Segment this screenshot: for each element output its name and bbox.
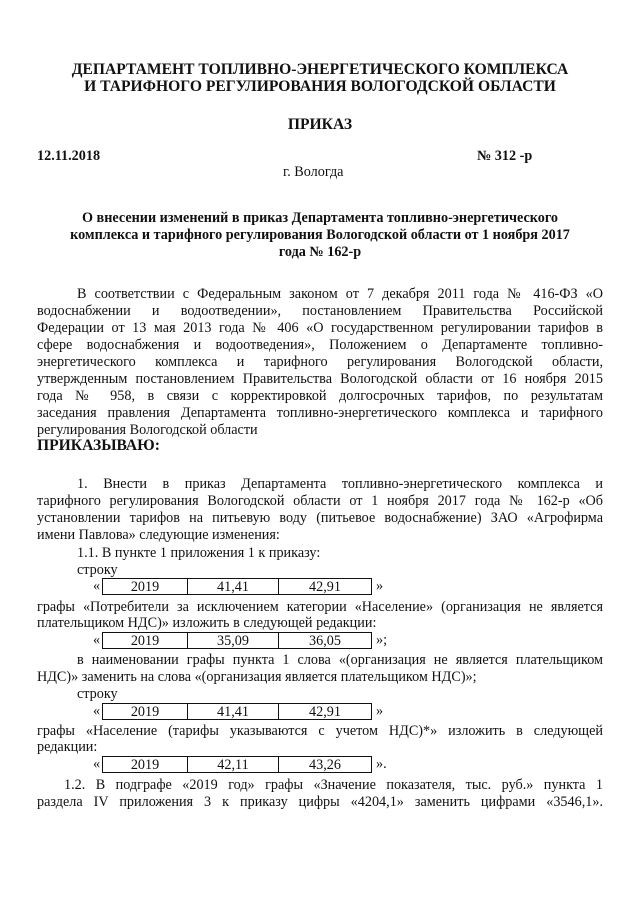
quote-close: » <box>376 703 384 719</box>
cell-value-2: 42,91 <box>278 578 372 595</box>
cell-value-1: 42,11 <box>187 756 279 773</box>
preamble-line-4: сфере водоснабжения и водоотведения», Положением о Департаменте топливно- <box>37 337 603 353</box>
sub11-word-row3: строку <box>77 686 118 702</box>
document-type: ПРИКАЗ <box>287 116 353 133</box>
preamble-line-8: заседания правления Департамента топливно-энергетического комплекса и тарифного <box>37 405 603 421</box>
cell-year: 2019 <box>102 703 188 720</box>
grafy-line-2: плательщиком НДС)» изложить в следующей редакции: <box>37 615 377 631</box>
title-line-2: комплекса и тарифного регулирования Вологодской области от 1 ноября 2017 <box>70 227 570 243</box>
item1-line-4: имени Павлова» следующие изменения: <box>37 527 280 543</box>
item1-line-3: установлении тарифов на питьевую воду (питьевое водоснабжение) ЗАО «Агрофирма <box>37 510 603 526</box>
cell-value-2: 36,05 <box>278 632 372 649</box>
cell-value-1: 41,41 <box>187 578 279 595</box>
preamble-line-1: В соответствии с Федеральным законом от 7 декабря 2011 года № 416-ФЗ «О <box>77 286 603 302</box>
quote-open: « <box>93 632 101 648</box>
quote-open: « <box>93 578 101 594</box>
document-city: г. Вологда <box>283 164 344 180</box>
preamble-line-6: утвержденным постановлением Правительства Вологодской области от 16 ноября 2015 <box>37 371 603 387</box>
item1-line-2: тарифного регулирования Вологодской области от 1 ноября 2017 года № 162-р «Об <box>37 493 603 509</box>
department-name-line-1: ДЕПАРТАМЕНТ ТОПЛИВНО-ЭНЕРГЕТИЧЕСКОГО КОМПЛЕКСА <box>71 61 569 78</box>
tariff-table-row-1 <box>0 578 640 596</box>
preamble-line-3: Федерации от 13 мая 2013 года № 406 «О государственном регулировании тарифов в <box>37 320 603 336</box>
sub11-heading: 1.1. В пункте 1 приложения 1 к приказу: <box>77 545 321 561</box>
title-line-3: года № 162-р <box>278 244 362 260</box>
cell-value-1: 35,09 <box>187 632 279 649</box>
sub11-word-row1: строку <box>77 562 118 578</box>
cell-year: 2019 <box>102 756 188 773</box>
sub12-line-2: раздела IV приложения 3 к приказу цифры «4204,1» заменить цифрами «3546,1». <box>37 794 603 810</box>
preamble-line-9: регулирования Вологодской области <box>37 422 258 438</box>
nas-line-2: редакции: <box>37 739 98 755</box>
tariff-table-row-3 <box>0 703 640 721</box>
cell-value-1: 41,41 <box>187 703 279 720</box>
cell-year: 2019 <box>102 578 188 595</box>
order-word: ПРИКАЗЫВАЮ: <box>37 437 160 454</box>
sub12-line-1: 1.2. В подграфе «2019 год» графы «Значение показателя, тыс. руб.» пункта 1 <box>64 777 603 793</box>
quote-open: « <box>93 756 101 772</box>
tariff-table-row-4 <box>0 756 640 774</box>
quote-close: ». <box>376 756 387 772</box>
document-date: 12.11.2018 <box>37 148 101 164</box>
naim-line-2: НДС)» заменить на слова «(организация является плательщиком НДС)»; <box>37 669 477 685</box>
quote-open: « <box>93 703 101 719</box>
grafy-line-1: графы «Потребители за исключением категории «Население» (организация не является <box>37 599 603 615</box>
cell-value-2: 43,26 <box>278 756 372 773</box>
cell-value-2: 42,91 <box>278 703 372 720</box>
document-number: № 312 -р <box>477 148 533 164</box>
cell-year: 2019 <box>102 632 188 649</box>
item1-line-1: 1. Внести в приказ Департамента топливно-энергетического комплекса и <box>77 476 603 492</box>
naim-line-1: в наименовании графы пункта 1 слова «(организация не является плательщиком <box>77 652 603 668</box>
nas-line-1: графы «Население (тарифы указываются с учетом НДС)*» изложить в следующей <box>37 723 603 739</box>
tariff-table-row-2 <box>0 632 640 650</box>
preamble-line-2: водоснабжении и водоотведении», постановлением Правительства Российской <box>37 303 603 319</box>
quote-close: » <box>376 578 384 594</box>
department-name-line-2: И ТАРИФНОГО РЕГУЛИРОВАНИЯ ВОЛОГОДСКОЙ ОБЛАСТИ <box>84 78 556 95</box>
quote-close: »; <box>376 632 388 648</box>
preamble-line-7: года № 958, в связи с корректировкой долгосрочных тарифов, по результатам <box>37 388 603 404</box>
preamble-line-5: энергетического комплекса и тарифного регулирования Вологодской области, <box>37 354 603 370</box>
title-line-1: О внесении изменений в приказ Департамента топливно-энергетического <box>81 210 559 226</box>
